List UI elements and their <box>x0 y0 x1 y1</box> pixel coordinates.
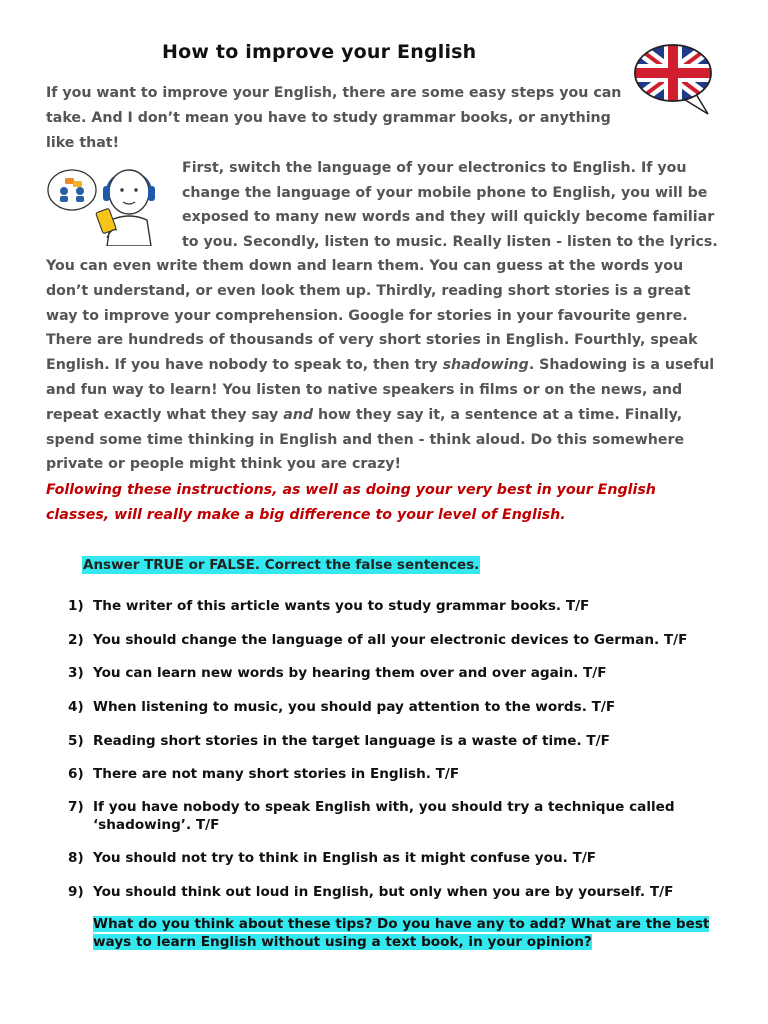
question-item <box>68 597 728 615</box>
intro-paragraph <box>46 81 646 155</box>
text-line: like that! <box>46 134 120 151</box>
text-line: way to improve your comprehension. Google for stories in your favourite genre. <box>46 307 688 324</box>
text-line: Following these instructions, as well as doing your very best in your English <box>46 482 656 498</box>
question-item <box>68 698 728 716</box>
emphasized-word: shadowing <box>442 357 529 374</box>
discussion-prompt <box>93 915 723 951</box>
question-item <box>68 631 728 649</box>
question-item <box>68 849 728 867</box>
text-line: private or people might think you are crazy! <box>46 456 401 473</box>
main-paragraph <box>46 254 736 477</box>
question-text: There are not many short stories in English. T/F <box>93 766 460 782</box>
text-line: to you. Secondly, listen to music. Really listen - listen to the lyrics. <box>182 234 718 250</box>
text-line: There are hundreds of thousands of very short stories in English. Fourthly, speak <box>46 332 698 349</box>
question-item <box>68 732 728 750</box>
text-line: If you want to improve your English, there are some easy steps you can <box>46 85 622 101</box>
question-number: 9) <box>68 884 84 900</box>
text-line: classes, will really make a big difference to your level of English. <box>46 506 566 523</box>
question-text: You can learn new words by hearing them over and over again. T/F <box>93 665 607 681</box>
question-number: 4) <box>68 699 84 715</box>
question-item <box>68 798 728 834</box>
question-number: 8) <box>68 850 84 866</box>
text-line: First, switch the language of your electronics to English. If you <box>182 160 687 176</box>
question-number: 6) <box>68 766 84 782</box>
discussion-text: What do you think about these tips? Do you have any to add? What are the best ways to learn English without using a text book, in your opinion? <box>93 916 710 950</box>
question-text: If you have nobody to speak English with, you should try a technique called ‘shadowing’. T/F <box>93 799 675 833</box>
question-item <box>68 883 728 901</box>
question-text: Reading short stories in the target language is a waste of time. T/F <box>93 733 610 749</box>
text-line: and fun way to learn! You listen to native speakers in films or on the news, and <box>46 381 683 398</box>
question-number: 3) <box>68 665 84 681</box>
text-line: take. And I don’t mean you have to study grammar books, or anything <box>46 109 611 126</box>
question-item <box>68 664 728 682</box>
exercise-instruction: Answer TRUE or FALSE. Correct the false sentences. <box>83 557 480 573</box>
question-item <box>68 765 728 783</box>
text-line: You can even write them down and learn them. You can guess at the words you <box>46 258 684 274</box>
page-title: How to improve your English <box>162 41 477 63</box>
question-text: You should not try to think in English as it might confuse you. T/F <box>93 850 597 866</box>
text-line: English. If you have nobody to speak to, then try shadowing. Shadowing is a useful <box>46 357 715 374</box>
question-text: You should think out loud in English, but only when you are by yourself. T/F <box>93 884 674 900</box>
text-line: don’t understand, or even look them up. Thirdly, reading short stories is a great <box>46 282 691 299</box>
question-text: You should change the language of all your electronic devices to German. T/F <box>93 632 688 648</box>
question-number: 5) <box>68 733 84 749</box>
text-line: spend some time thinking in English and then - think aloud. Do this somewhere <box>46 431 685 448</box>
emphasis-paragraph <box>46 478 726 528</box>
text-line: exposed to many new words and they will quickly become familiar <box>182 209 715 225</box>
question-number: 1) <box>68 598 84 614</box>
question-number: 7) <box>68 799 84 815</box>
student-with-headphones-and-phone-illustration <box>47 158 172 246</box>
text-line: change the language of your mobile phone to English, you will be <box>182 185 708 201</box>
question-number: 2) <box>68 632 84 648</box>
text-line: repeat exactly what they say and how they say it, a sentence at a time. Finally, <box>46 406 683 423</box>
question-text: The writer of this article wants you to study grammar books. T/F <box>93 598 590 614</box>
emphasized-word: and <box>283 406 314 423</box>
question-text: When listening to music, you should pay attention to the words. T/F <box>93 699 616 715</box>
